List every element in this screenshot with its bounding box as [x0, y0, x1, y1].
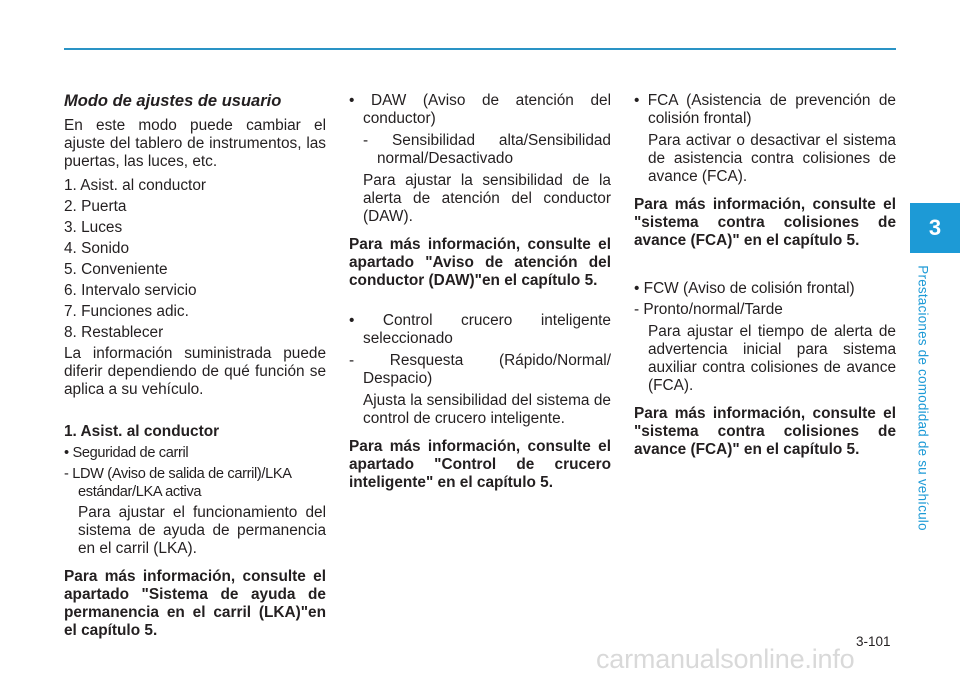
info-paragraph: La información suministrada puede diferir dependiendo de qué función se aplica a su vehículo.	[64, 345, 326, 398]
bullet-item: • Control crucero inteligente seleccionado	[349, 312, 611, 347]
chapter-title-text: Prestaciones de comodidad de su vehículo	[915, 265, 931, 531]
header-rule	[64, 48, 896, 50]
watermark: carmanualsonline.info	[596, 644, 855, 674]
description-paragraph: Para ajustar el tiempo de alerta de advertencia inicial para sistema auxiliar contra colisiones de avance (FCA).	[648, 323, 896, 394]
column-1	[64, 92, 326, 640]
menu-item-5: 5. Conveniente	[64, 261, 168, 278]
menu-item-8: 8. Restablecer	[64, 324, 164, 341]
dash-item: - Resquesta (Rápido/Normal/ Despacio)	[349, 352, 611, 387]
intro-paragraph: En este modo puede cambiar el ajuste del tablero de instrumentos, las puertas, las luces, etc.	[64, 117, 326, 170]
reference-note: Para más información, consulte el apartado "Aviso de atención del conductor (DAW)"en el capítulo 5.	[349, 236, 611, 289]
description-paragraph: Para ajustar el funcionamiento del sistema de ayuda de permanencia en el carril (LKA).	[78, 504, 326, 557]
bullet-item: • FCA (Asistencia de prevención de colisión frontal)	[634, 92, 896, 127]
menu-item-1: 1. Asist. al conductor	[64, 177, 207, 194]
subsection-heading: 1. Asist. al conductor	[64, 423, 220, 440]
menu-item-6: 6. Intervalo servicio	[64, 282, 197, 299]
column-2	[349, 92, 611, 492]
bullet-item: • DAW (Aviso de atención del conductor)	[349, 92, 611, 127]
dash-item: - LDW (Aviso de salida de carril)/LKA estándar/LKA activa	[64, 466, 291, 500]
menu-item-3: 3. Luces	[64, 219, 123, 236]
menu-item-2: 2. Puerta	[64, 198, 127, 215]
description-paragraph: Ajusta la sensibilidad del sistema de control de crucero inteligente.	[363, 392, 611, 427]
menu-item-7: 7. Funciones adic.	[64, 303, 189, 320]
column-3	[634, 92, 896, 459]
dash-item: - Sensibilidad alta/Sensibilidad normal/Desactivado	[363, 132, 611, 167]
reference-note: Para más información, consulte el apartado "Sistema de ayuda de permanencia en el carril (LKA)"en el capítulo 5.	[64, 568, 326, 639]
bullet-item: • Seguridad de carril	[64, 445, 189, 461]
chapter-tab: 3	[910, 203, 960, 253]
menu-item-4: 4. Sonido	[64, 240, 130, 257]
reference-note: Para más información, consulte el "sistema contra colisiones de avance (FCA)" en el capítulo 5.	[634, 405, 896, 458]
description-paragraph: Para activar o desactivar el sistema de asistencia contra colisiones de avance (FCA).	[648, 132, 896, 185]
dash-item: - Pronto/normal/Tarde	[634, 301, 783, 318]
reference-note: Para más información, consulte el apartado "Control de crucero inteligente" en el capítulo 5.	[349, 438, 611, 491]
bullet-item: • FCW (Aviso de colisión frontal)	[634, 280, 855, 297]
section-heading: Modo de ajustes de usuario	[64, 92, 282, 110]
reference-note: Para más información, consulte el "sistema contra colisiones de avance (FCA)" en el capítulo 5.	[634, 196, 896, 249]
description-paragraph: Para ajustar la sensibilidad de la alerta de atención del conductor (DAW).	[363, 172, 611, 225]
page-number: 3-101	[856, 634, 891, 649]
